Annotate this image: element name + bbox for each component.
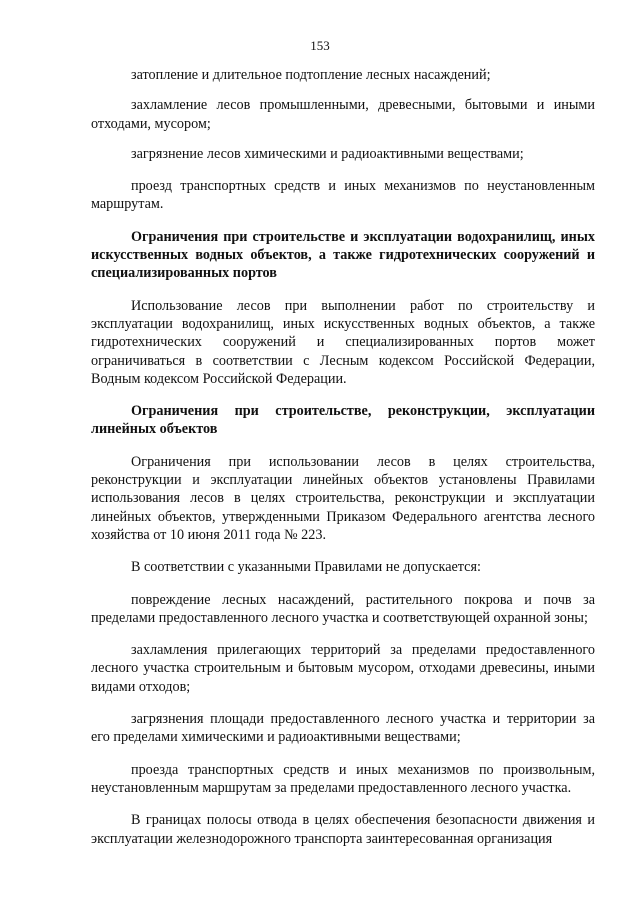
heading-reservoirs: Ограничения при строительстве и эксплуатации водохранилищ, иных искусственных водных объектов, а также гидротехнических сооружений и специализированных портов [91, 228, 595, 282]
paragraph-damage: повреждение лесных насаждений, растительного покрова и почв за пределами предоставленного лесного участка и соответствующей охранной зоны; [91, 591, 595, 626]
paragraph-vehicle-passage: проезд транспортных средств и иных механизмов по неустановленным маршрутам. [91, 178, 595, 213]
document-body [91, 66, 595, 848]
paragraph-arbitrary-routes: проезда транспортных средств и иных механизмов по произвольным, неустановленным маршрутам за пределами предоставленного лесного участка. [91, 761, 595, 796]
paragraph-railway-strip: В границах полосы отвода в целях обеспечения безопасности движения и эксплуатации железнодорожного транспорта заинтересованная организация [91, 812, 595, 847]
page-number: 153 [310, 38, 330, 53]
paragraph-linear-objects: Ограничения при использовании лесов в целях строительства, реконструкции и эксплуатации линейных объектов установлены Правилами использования лесов в целях строительства, реконструкции и эксплуатации линейных объектов, утвержденными Приказом Федерального агентства лесного хозяйства от 10 июня 2011 года № 223. [91, 453, 595, 543]
paragraph-reservoirs: Использование лесов при выполнении работ по строительству и эксплуатации водохранилищ, иных искусственных водных объектов, а также гидротехнических сооружений и специализированных портов может ограничиваться в соответствии с Лесным кодексом Российской Федерации, Водным кодексом Российской Федерации. [91, 297, 595, 387]
paragraph-littering: захламление лесов промышленными, древесными, бытовыми и иными отходами, мусором; [91, 97, 595, 132]
heading-linear-objects: Ограничения при строительстве, реконструкции, эксплуатации линейных объектов [91, 403, 595, 438]
paragraph-area-pollution: загрязнения площади предоставленного лесного участка и территории за его пределами химическими и радиоактивными веществами; [91, 711, 595, 746]
paragraph-flooding: затопление и длительное подтопление лесных насаждений; [131, 67, 491, 83]
paragraph-territory-littering: захламления прилегающих территорий за пределами предоставленного лесного участка строительным и бытовым мусором, отходами древесины, иными видами отходов; [91, 642, 595, 695]
paragraph-pollution: загрязнение лесов химическими и радиоактивными веществами; [131, 145, 524, 162]
paragraph-not-allowed: В соответствии с указанными Правилами не допускается: [131, 559, 481, 576]
